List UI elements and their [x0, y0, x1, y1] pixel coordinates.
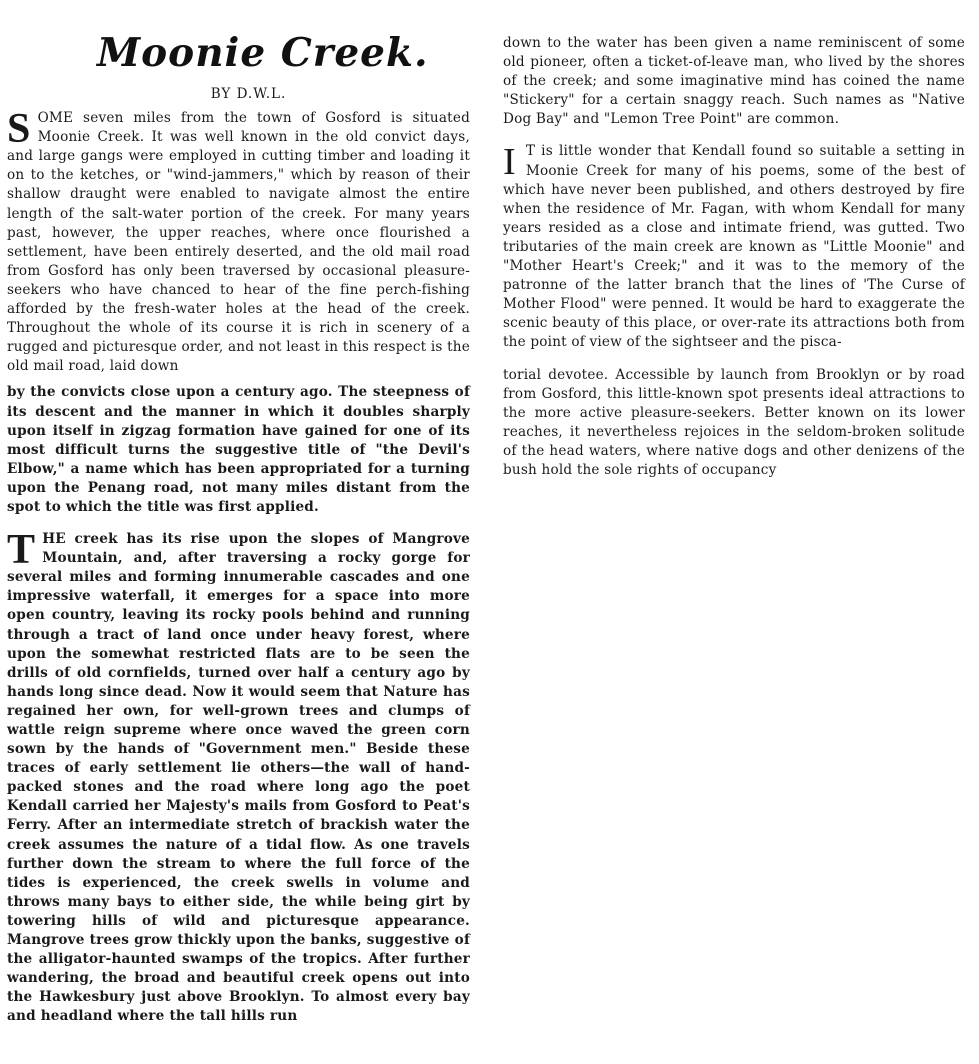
paragraph-intro [7, 106, 470, 376]
paragraph-creek-course [7, 527, 470, 1026]
drop-cap-t: T [7, 527, 36, 574]
paragraph-attractions: torial devotee. Accessible by launch from Brooklyn or by road from Gosford, this little-known spot presents ideal attractions to the more active pleasure-seekers. Better known on its lower reaches, it nevertheless rejoices in the seldom-broken solitude of the head waters, where native dogs and other denizens of the bush hold the sole rights of occupancy [503, 366, 965, 478]
drop-cap-s: S [7, 106, 31, 153]
article-title: Moonie Creek. [97, 30, 429, 76]
paragraph-devils-elbow: by the convicts close upon a century ago. The steepness of its descent and the manner in which it doubles sharply upon itself in zigzag formation have gained for one of its most difficult turns the suggestive title of "the Devil's Elbow," a name which has been appropriated for a turning upon the Penang road, not many miles distant from the spot to which the title was first applied. [7, 384, 470, 515]
paragraph-intro-text: OME seven miles from the town of Gosford is situated Moonie Creek. It was well known in the old convict days, and large gangs were employed in cutting timber and loading it on to the ketches, or "wind-jammers," which by reason of their shallow draught were enabled to navigate almost the entire length of the salt-water portion of the creek. For many years past, however, the upper reaches, where once flourished a settlement, have been entirely deserted, and the old mail road from Gosford has only been traversed by occasional pleasure-seekers who have chanced to hear of the fine perch-fishing afforded by the fresh-water holes at the head of the creek. Throughout the whole of its course it is rich in scenery of a rugged and picturesque order, and not least in this respect is the old mail road, laid down [7, 110, 470, 375]
right-column [503, 34, 965, 480]
paragraph-kendall-text: T is little wonder that Kendall found so suitable a setting in Moonie Creek for many of his poems, some of the best of which have never been published, and others destroyed by fire when the residence of Mr. Fagan, with whom Kendall for many years resided as a close and intimate friend, was gutted. Two tributaries of the main creek are known as "Little Moonie" and "Mother Heart's Creek;" and it was to the memory of the patronne of the latter branch that the lines of 'The Curse of Mother Flood" were penned. It would be hard to exaggerate the scenic beauty of this place, or over-rate its attractions both from the point of view of the sightseer and the pisca- [503, 143, 965, 351]
paragraph-place-names: down to the water has been given a name reminiscent of some old pioneer, often a ticket-of-leave man, who lived by the shores of the creek; and some imaginative mind has coined the name "Stickery" for a certain snaggy reach. Such names as "Native Dog Bay" and "Lemon Tree Point" are common. [503, 35, 965, 128]
left-column [7, 0, 470, 1027]
article-byline: BY D.W.L. [210, 86, 287, 102]
paragraph-kendall [503, 142, 965, 352]
paragraph-creek-course-text: HE creek has its rise upon the slopes of Mangrove Mountain, and, after traversing a rocky gorge for several miles and forming innumerable cascades and one impressive waterfall, it emerges for a space into more open country, leaving its rocky pools behind and running through a tract of land once under heavy forest, where upon the somewhat restricted flats are to be seen the drills of old cornfields, turned over half a century ago by hands long since dead. Now it would seem that Nature has regained her own, for well-grown trees and clumps of wattle reign supreme where once waved the green corn sown by the hands of "Government men." Beside these traces of early settlement lie others—the wall of hand-packed stones and the road where long ago the poet Kendall carried her Majesty's mails from Gosford to Peat's Ferry. After an intermediate stretch of brackish water the creek assumes the nature of a tidal flow. As one travels further down the stream to where the full force of the tides is experienced, the creek swells in volume and throws many bays to either side, the while being girt by towering hills of wild and picturesque appearance. Mangrove trees grow thickly upon the banks, suggestive of the alligator-haunted swamps of the tropics. After further wandering, the broad and beautiful creek opens out into the Hawkesbury just above Brooklyn. To almost every bay and headland where the tall hills run [7, 531, 470, 1025]
drop-cap-i: I [503, 141, 516, 184]
